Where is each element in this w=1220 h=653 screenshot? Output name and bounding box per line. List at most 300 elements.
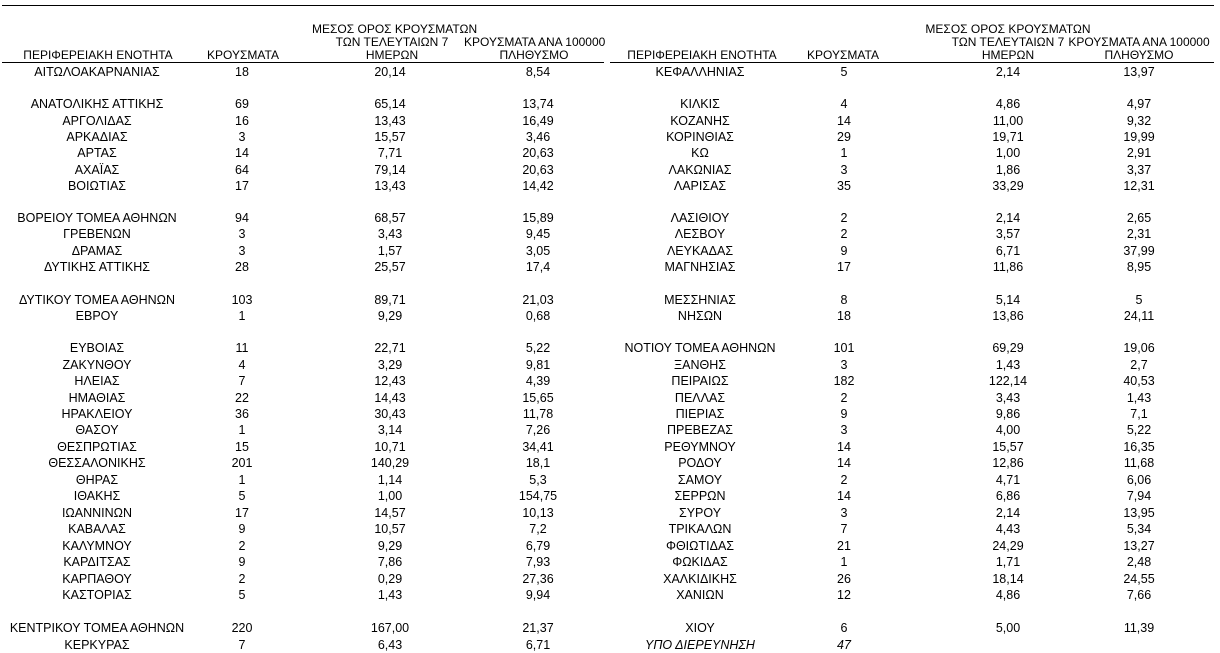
cell-name: ΛΑΣΙΘΙΟΥ [670,211,730,225]
cell-per100k: 37,99 [1123,244,1155,258]
cell-cases: 35 [837,179,851,193]
table-row [0,64,610,80]
cell-cases: 8 [840,293,848,307]
cell-avg7: 7,86 [377,555,403,569]
cell-cases: 17 [235,506,249,520]
cell-avg7: 13,43 [374,114,406,128]
cell-per100k: 11,78 [522,407,554,421]
cell-avg7: 9,86 [995,407,1021,421]
cell-per100k: 3,46 [525,130,551,144]
table-row [610,439,1220,455]
cell-cases: 26 [837,572,851,586]
cell-name: ΠΕΛΛΑΣ [674,391,726,405]
table-row [610,226,1220,242]
cell-name: ΑΧΑΪΑΣ [74,163,120,177]
table-row [0,538,610,554]
table-row [0,521,610,537]
cell-per100k: 17,4 [525,260,551,274]
cell-name: ΛΑΚΩΝΙΑΣ [668,163,732,177]
cell-name: ΚΟΡΙΝΘΙΑΣ [666,130,734,144]
table-row [610,178,1220,194]
cell-avg7: 15,57 [374,130,406,144]
cell-cases: 3 [238,244,246,258]
cell-per100k: 24,11 [1123,309,1155,323]
table-row [0,587,610,603]
cell-per100k: 5,3 [529,473,547,487]
cell-avg7: 2,14 [995,65,1021,79]
cell-cases: 2 [840,227,848,241]
table-row [610,292,1220,308]
table-row [610,571,1220,587]
cell-cases: 4 [238,358,246,372]
cell-cases: 5 [238,588,246,602]
cell-name: ΑΡΚΑΔΙΑΣ [66,130,128,144]
cell-name: ΤΡΙΚΑΛΩΝ [668,522,732,536]
cell-avg7: 3,43 [995,391,1021,405]
table-row [610,637,1220,653]
cell-name: ΠΙΕΡΙΑΣ [675,407,725,421]
cell-per100k: 16,35 [1123,440,1155,454]
cell-name: ΚΑΒΑΛΑΣ [68,522,126,536]
cell-name: ΓΡΕΒΕΝΩΝ [63,227,131,241]
cell-per100k: 6,06 [1126,473,1152,487]
cell-per100k: 21,03 [522,293,554,307]
cell-name: ΚΑΡΠΑΘΟΥ [62,572,132,586]
cell-name: ΧΑΝΙΩΝ [676,588,724,602]
cell-avg7: 13,86 [992,309,1024,323]
cell-name: ΠΕΙΡΑΙΩΣ [671,374,729,388]
cell-name: ΛΑΡΙΣΑΣ [673,179,727,193]
table-row [610,505,1220,521]
cell-cases: 17 [235,179,249,193]
cell-per100k: 7,1 [1130,407,1148,421]
cell-avg7: 1,43 [377,588,403,602]
cell-name: ΘΑΣΟΥ [75,423,119,437]
cell-name: ΚΩ [691,146,709,160]
cell-avg7: 1,86 [995,163,1021,177]
cell-avg7: 19,71 [992,130,1024,144]
cell-cases: 12 [837,588,851,602]
table-row [610,129,1220,145]
cell-name: ΧΙΟΥ [685,621,715,635]
cell-avg7: 25,57 [374,260,406,274]
cell-per100k: 13,74 [522,97,554,111]
table-row [610,308,1220,324]
cell-name: ΘΕΣΠΡΩΤΙΑΣ [57,440,137,454]
cell-cases: 1 [238,423,246,437]
cell-cases: 6 [840,621,848,635]
cell-per100k: 8,95 [1126,260,1152,274]
table-row [0,210,610,226]
cell-name: ΒΟΡΕΙΟΥ ΤΟΜΕΑ ΑΘΗΝΩΝ [17,211,177,225]
cell-cases: 2 [238,572,246,586]
cell-cases: 14 [235,146,249,160]
cell-cases: 220 [231,621,253,635]
cell-per100k: 13,27 [1123,539,1155,553]
cell-name: ΔΥΤΙΚΟΥ ΤΟΜΕΑ ΑΘΗΝΩΝ [18,293,176,307]
table-row [0,308,610,324]
cell-cases: 22 [235,391,249,405]
cell-cases: 14 [837,489,851,503]
cell-name: ΑΡΓΟΛΙΔΑΣ [62,114,132,128]
cell-name: ΚΑΡΔΙΤΣΑΣ [63,555,131,569]
table-row [0,488,610,504]
cell-cases: 1 [840,146,848,160]
cell-cases: 3 [238,227,246,241]
cell-name: ΑΙΤΩΛΟΑΚΑΡΝΑΝΙΑΣ [34,65,160,79]
cell-cases: 201 [231,456,253,470]
table-row [610,587,1220,603]
cell-avg7: 1,14 [377,473,403,487]
cell-avg7: 11,86 [992,260,1024,274]
cell-per100k: 7,94 [1126,489,1152,503]
cell-avg7: 6,43 [377,638,403,652]
table-row [610,357,1220,373]
cell-cases: 15 [235,440,249,454]
cell-cases: 9 [840,244,848,258]
cell-per100k: 9,94 [525,588,551,602]
table-row [0,259,610,275]
cell-per100k: 9,45 [525,227,551,241]
cell-name: ΒΟΙΩΤΙΑΣ [67,179,127,193]
cell-cases: 5 [238,489,246,503]
cell-per100k: 7,66 [1126,588,1152,602]
table-row [0,390,610,406]
cell-avg7: 6,86 [995,489,1021,503]
cell-avg7: 10,57 [374,522,406,536]
cell-cases: 1 [238,473,246,487]
cell-cases: 7 [238,638,246,652]
cell-per100k: 16,49 [522,114,554,128]
cell-per100k: 5,22 [1126,423,1152,437]
cell-avg7: 69,29 [992,341,1024,355]
cell-cases: 3 [238,130,246,144]
table-row [0,620,610,636]
cell-per100k: 154,75 [518,489,558,503]
table-row [610,340,1220,356]
header-region: ΠΕΡΙΦΕΡΕΙΑΚΗ ΕΝΟΤΗΤΑ [23,48,173,62]
cell-per100k: 5 [1135,293,1143,307]
cell-per100k: 5,22 [525,341,551,355]
cell-name: ΞΑΝΘΗΣ [674,358,726,372]
cell-name: ΚΟΖΑΝΗΣ [670,114,730,128]
cell-avg7: 22,71 [374,341,406,355]
cell-avg7: 11,00 [992,114,1024,128]
cell-per100k: 20,63 [522,163,554,177]
cell-avg7: 5,00 [995,621,1021,635]
cell-per100k: 9,81 [525,358,551,372]
table-row [0,422,610,438]
cell-cases: 5 [840,65,848,79]
cell-avg7: 9,29 [377,309,403,323]
cell-per100k: 2,65 [1126,211,1152,225]
cell-per100k: 34,41 [522,440,554,454]
cell-name: ΙΩΑΝΝΙΝΩΝ [61,506,133,520]
table-row [0,406,610,422]
cell-avg7: 65,14 [374,97,406,111]
cell-name: ΛΕΣΒΟΥ [674,227,726,241]
table-row [0,96,610,112]
cell-avg7: 167,00 [370,621,410,635]
table-row [610,162,1220,178]
cell-avg7: 2,14 [995,506,1021,520]
cell-name: ΚΑΣΤΟΡΙΑΣ [62,588,132,602]
cell-cases: 3 [840,358,848,372]
cell-per100k: 12,31 [1123,179,1155,193]
table-row [0,292,610,308]
cell-avg7: 24,29 [992,539,1024,553]
cell-per100k: 20,63 [522,146,554,160]
cell-per100k: 13,95 [1123,506,1155,520]
cell-per100k: 8,54 [525,65,551,79]
cell-per100k: 7,93 [525,555,551,569]
top-border-line [2,5,1214,6]
header-per100k: ΚΡΟΥΣΜΑΤΑ ΑΝΑ 100000 ΠΛΗΘΥΣΜΟ [464,35,606,62]
cell-name: ΚΙΛΚΙΣ [680,97,720,111]
left-table-header [2,14,604,63]
cell-avg7: 33,29 [992,179,1024,193]
header-cases: ΚΡΟΥΣΜΑΤΑ [807,48,879,62]
cell-cases: 3 [840,506,848,520]
table-row [0,554,610,570]
cell-cases: 69 [235,97,249,111]
cell-cases: 4 [840,97,848,111]
cell-avg7: 9,29 [377,539,403,553]
cell-avg7: 18,14 [992,572,1024,586]
cell-per100k: 11,39 [1123,621,1155,635]
cell-name: ΕΒΡΟΥ [75,309,119,323]
cell-avg7: 0,29 [377,572,403,586]
cell-cases: 14 [837,440,851,454]
table-row [0,455,610,471]
table-row [610,521,1220,537]
cell-cases: 103 [231,293,253,307]
cell-per100k: 14,42 [522,179,554,193]
cell-name: ΜΑΓΝΗΣΙΑΣ [664,260,736,274]
cell-name: ΗΡΑΚΛΕΙΟΥ [61,407,133,421]
cell-avg7: 4,86 [995,97,1021,111]
header-per100k: ΚΡΟΥΣΜΑΤΑ ΑΝΑ 100000 ΠΛΗΘΥΣΜΟ [1068,35,1210,62]
cell-cases: 94 [235,211,249,225]
cell-per100k: 11,68 [1123,456,1155,470]
cell-name: ΦΩΚΙΔΑΣ [672,555,728,569]
table-row [0,162,610,178]
cell-per100k: 15,65 [522,391,554,405]
cell-name: ΑΝΑΤΟΛΙΚΗΣ ΑΤΤΙΚΗΣ [30,97,164,111]
cell-per100k: 2,48 [1126,555,1152,569]
table-row [0,571,610,587]
table-row [610,145,1220,161]
cell-name: ΝΟΤΙΟΥ ΤΟΜΕΑ ΑΘΗΝΩΝ [624,341,776,355]
cell-avg7: 4,43 [995,522,1021,536]
table-row [0,226,610,242]
cell-avg7: 1,00 [995,146,1021,160]
cell-per100k: 3,37 [1126,163,1152,177]
cell-name: ΧΑΛΚΙΔΙΚΗΣ [663,572,737,586]
cell-cases: 7 [238,374,246,388]
cell-avg7: 14,43 [374,391,406,405]
cell-avg7: 1,00 [377,489,403,503]
cell-avg7: 2,14 [995,211,1021,225]
cell-avg7: 20,14 [374,65,406,79]
cell-cases: 3 [840,423,848,437]
cell-avg7: 68,57 [374,211,406,225]
cell-avg7: 30,43 [374,407,406,421]
cell-name: ΘΗΡΑΣ [75,473,119,487]
table-row [0,505,610,521]
cell-name: ΝΗΣΩΝ [677,309,723,323]
cell-avg7: 7,71 [377,146,403,160]
cell-cases: 101 [833,341,855,355]
table-row [0,439,610,455]
cell-per100k: 40,53 [1123,374,1155,388]
cell-per100k: 2,31 [1126,227,1152,241]
cell-cases: 7 [840,522,848,536]
cell-cases: 9 [238,555,246,569]
cell-per100k: 4,97 [1126,97,1152,111]
cell-name: ΡΕΘΥΜΝΟΥ [664,440,736,454]
cell-avg7: 15,57 [992,440,1024,454]
cell-cases: 11 [235,341,249,355]
cell-name: ΚΕΦΑΛΛΗΝΙΑΣ [655,65,745,79]
table-row [610,488,1220,504]
table-row [610,538,1220,554]
cell-cases: 36 [235,407,249,421]
table-row [610,210,1220,226]
cell-cases: 182 [833,374,855,388]
cell-avg7: 79,14 [374,163,406,177]
table-row [610,390,1220,406]
cell-cases: 9 [238,522,246,536]
cell-per100k: 6,79 [525,539,551,553]
cell-name: ΖΑΚΥΝΘΟΥ [62,358,132,372]
cell-cases: 1 [840,555,848,569]
cell-per100k: 4,39 [525,374,551,388]
cell-per100k: 19,06 [1123,341,1155,355]
cell-name: ΥΠΟ ΔΙΕΡΕΥΝΗΣΗ [645,638,755,652]
cell-per100k: 7,2 [529,522,547,536]
cell-avg7: 122,14 [988,374,1028,388]
cell-cases: 47 [837,638,851,652]
cell-per100k: 2,91 [1126,146,1152,160]
cell-avg7: 14,57 [374,506,406,520]
cell-cases: 64 [235,163,249,177]
cell-per100k: 13,97 [1123,65,1155,79]
cell-cases: 16 [235,114,249,128]
cell-per100k: 19,99 [1123,130,1155,144]
header-avg7: ΜΕΣΟΣ ΟΡΟΣ ΚΡΟΥΣΜΑΤΩΝ ΤΩΝ ΤΕΛΕΥΤΑΙΩΝ 7 ΗΜΕΡΩΝ [925,22,1091,62]
cell-avg7: 13,43 [374,179,406,193]
cell-cases: 2 [238,539,246,553]
cell-cases: 1 [238,309,246,323]
cell-avg7: 10,71 [374,440,406,454]
cell-name: ΚΕΝΤΡΙΚΟΥ ΤΟΜΕΑ ΑΘΗΝΩΝ [9,621,185,635]
cell-per100k: 9,32 [1126,114,1152,128]
cell-name: ΕΥΒΟΙΑΣ [69,341,125,355]
header-avg7: ΜΕΣΟΣ ΟΡΟΣ ΚΡΟΥΣΜΑΤΩΝ ΤΩΝ ΤΕΛΕΥΤΑΙΩΝ 7 ΗΜΕΡΩΝ [312,22,478,62]
cell-name: ΠΡΕΒΕΖΑΣ [666,423,734,437]
table-row [610,422,1220,438]
cell-name: ΦΘΙΩΤΙΔΑΣ [665,539,735,553]
cell-cases: 18 [837,309,851,323]
cell-avg7: 89,71 [374,293,406,307]
cell-per100k: 2,7 [1130,358,1148,372]
cell-per100k: 5,34 [1126,522,1152,536]
table-row [0,243,610,259]
table-row [610,554,1220,570]
cell-avg7: 1,71 [995,555,1021,569]
cell-avg7: 5,14 [995,293,1021,307]
cell-name: ΗΛΕΙΑΣ [74,374,120,388]
cell-name: ΜΕΣΣΗΝΙΑΣ [664,293,736,307]
header-region: ΠΕΡΙΦΕΡΕΙΑΚΗ ΕΝΟΤΗΤΑ [627,48,777,62]
table-row [0,113,610,129]
table-row [0,145,610,161]
cell-name: ΘΕΣΣΑΛΟΝΙΚΗΣ [48,456,146,470]
cell-name: ΔΥΤΙΚΗΣ ΑΤΤΙΚΗΣ [44,260,150,274]
cell-cases: 14 [837,456,851,470]
cell-avg7: 12,86 [992,456,1024,470]
cell-avg7: 12,43 [374,374,406,388]
cell-avg7: 4,71 [995,473,1021,487]
cell-per100k: 27,36 [522,572,554,586]
table-row [610,472,1220,488]
table-row [610,455,1220,471]
table-row [610,243,1220,259]
cell-name: ΔΡΑΜΑΣ [71,244,123,258]
cell-name: ΡΟΔΟΥ [678,456,722,470]
cell-name: ΣΕΡΡΩΝ [674,489,726,503]
right-table-header [610,14,1214,63]
cell-avg7: 140,29 [370,456,410,470]
cell-avg7: 4,00 [995,423,1021,437]
header-cases: ΚΡΟΥΣΜΑΤΑ [207,48,279,62]
cell-cases: 14 [837,114,851,128]
cell-per100k: 21,37 [522,621,554,635]
table-row [0,472,610,488]
cell-per100k: 7,26 [525,423,551,437]
table-row [0,373,610,389]
cell-name: ΚΕΡΚΥΡΑΣ [64,638,130,652]
cell-per100k: 24,55 [1123,572,1155,586]
cell-name: ΣΥΡΟΥ [678,506,722,520]
cell-per100k: 10,13 [522,506,554,520]
table-row [610,113,1220,129]
cell-per100k: 3,05 [525,244,551,258]
cell-avg7: 3,14 [377,423,403,437]
cell-cases: 28 [235,260,249,274]
cell-cases: 29 [837,130,851,144]
cell-per100k: 15,89 [522,211,554,225]
cell-avg7: 6,71 [995,244,1021,258]
cell-name: ΚΑΛΥΜΝΟΥ [62,539,132,553]
cell-avg7: 3,43 [377,227,403,241]
cell-cases: 2 [840,391,848,405]
cell-name: ΛΕΥΚΑΔΑΣ [666,244,734,258]
table-row [0,178,610,194]
cell-per100k: 6,71 [525,638,551,652]
cell-per100k: 1,43 [1126,391,1152,405]
cell-avg7: 3,57 [995,227,1021,241]
table-row [610,259,1220,275]
cell-per100k: 0,68 [525,309,551,323]
table-row [0,340,610,356]
table-row [610,96,1220,112]
table-row [610,64,1220,80]
table-row [0,357,610,373]
table-row [610,373,1220,389]
cell-avg7: 4,86 [995,588,1021,602]
